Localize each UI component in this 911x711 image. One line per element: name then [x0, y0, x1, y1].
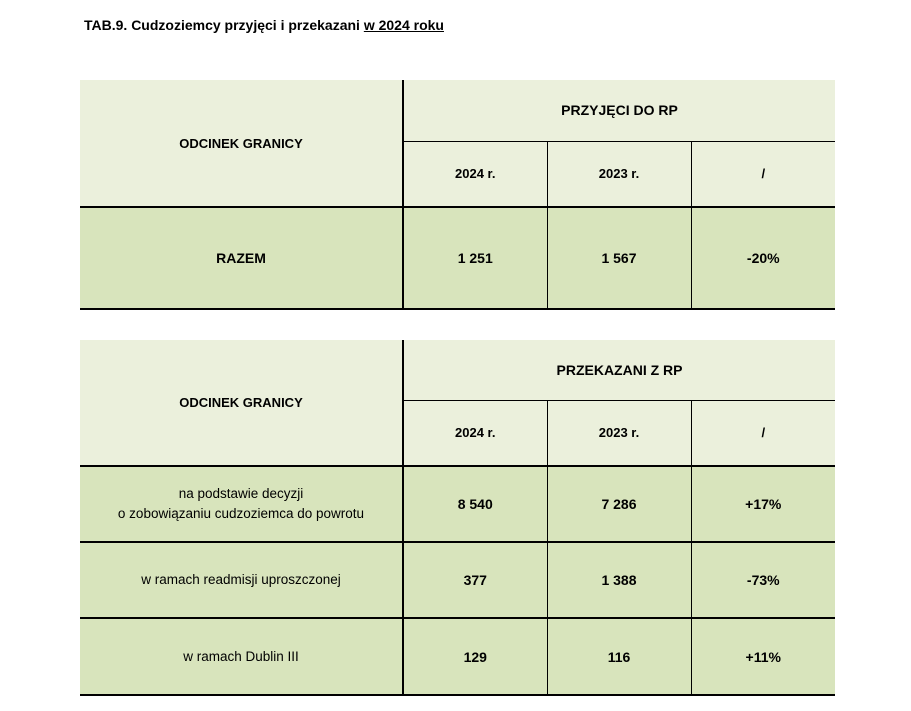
row-label-dublin: w ramach Dublin III [80, 618, 403, 695]
cell-2024-dublin: 129 [403, 618, 547, 695]
year-2023-header: 2023 r. [547, 400, 691, 466]
year-2024-header: 2024 r. [403, 141, 547, 207]
cell-change-dublin: +11% [691, 618, 835, 695]
cell-2023-dublin: 116 [547, 618, 691, 695]
cell-2024-simplified-readmission: 377 [403, 542, 547, 618]
title-year: w 2024 roku [363, 17, 444, 33]
cell-change-simplified-readmission: -73% [691, 542, 835, 618]
cell-2023-simplified-readmission: 1 388 [547, 542, 691, 618]
cell-2024-return-decision: 8 540 [403, 466, 547, 542]
cell-2024-total: 1 251 [403, 207, 547, 309]
cell-2023-total: 1 567 [547, 207, 691, 309]
transferred-table [80, 340, 835, 696]
row-label-total: RAZEM [80, 207, 403, 309]
column-header-border-section: ODCINEK GRANICY [80, 80, 403, 207]
admitted-table [80, 80, 835, 310]
cell-2023-return-decision: 7 286 [547, 466, 691, 542]
group-header-transferred: PRZEKAZANI Z RP [403, 340, 835, 400]
row-label-simplified-readmission: w ramach readmisji uproszczonej [80, 542, 403, 618]
ratio-header: / [691, 400, 835, 466]
cell-change-return-decision: +17% [691, 466, 835, 542]
year-2024-header: 2024 r. [403, 400, 547, 466]
year-2023-header: 2023 r. [547, 141, 691, 207]
cell-change-total: -20% [691, 207, 835, 309]
group-header-admitted: PRZYJĘCI DO RP [403, 80, 835, 141]
ratio-header: / [691, 141, 835, 207]
row-label-return-decision: na podstawie decyzji o zobowiązaniu cudzoziemca do powrotu [80, 466, 403, 542]
column-header-border-section: ODCINEK GRANICY [80, 340, 403, 466]
table-title [84, 17, 444, 33]
title-prefix: TAB.9. Cudzoziemcy przyjęci i przekazani [84, 17, 364, 33]
